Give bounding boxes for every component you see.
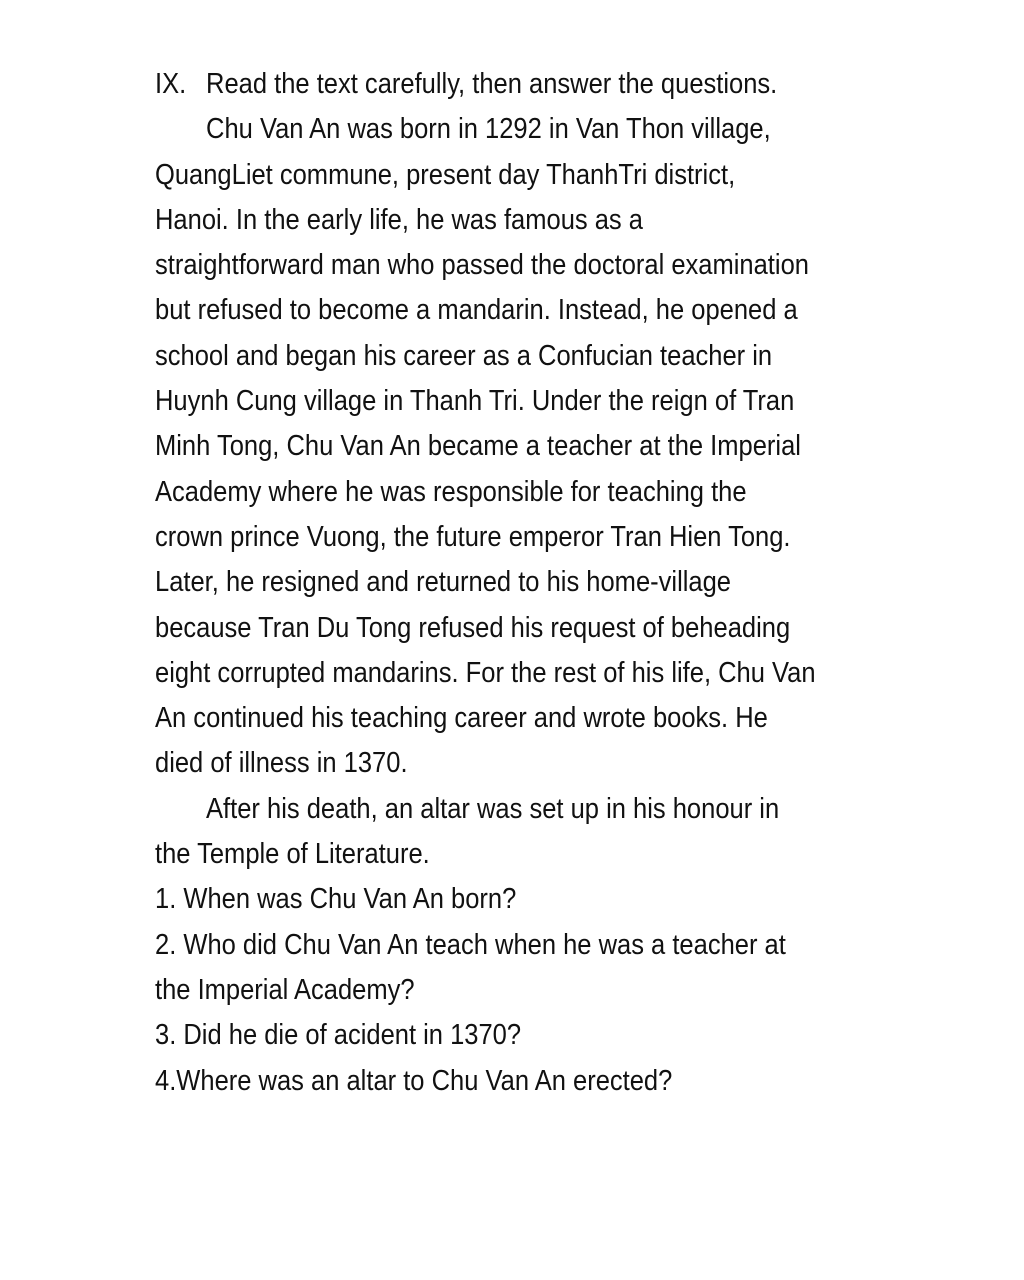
passage-line: died of illness in 1370. — [155, 747, 408, 780]
passage-line: but refused to become a mandarin. Instead, he opened a — [155, 294, 798, 327]
passage-line: Later, he resigned and returned to his home-village — [155, 566, 731, 599]
question-line: 3. Did he die of acident in 1370? — [155, 1019, 522, 1052]
exercise-heading — [155, 62, 915, 107]
question-line: 4.Where was an altar to Chu Van An erected? — [155, 1064, 673, 1097]
passage-line: crown prince Vuong, the future emperor Tran Hien Tong. — [155, 520, 791, 553]
passage-line: Hanoi. In the early life, he was famous as a — [155, 203, 643, 236]
exercise-number: IX. — [155, 68, 187, 100]
passage-line: the Temple of Literature. — [155, 838, 430, 871]
passage-line: Huynh Cung village in Thanh Tri. Under the reign of Tran — [155, 385, 795, 418]
questions-list — [155, 877, 915, 1103]
passage-line: Minh Tong, Chu Van An became a teacher at the Imperial — [155, 430, 801, 463]
passage-line: QuangLiet commune, present day ThanhTri district, — [155, 158, 736, 191]
passage-line: eight corrupted mandarins. For the rest of his life, Chu Van — [155, 656, 816, 689]
passage-line: Chu Van An was born in 1292 in Van Thon village, — [206, 113, 771, 146]
reading-passage — [155, 107, 915, 877]
question-line: the Imperial Academy? — [155, 973, 415, 1006]
passage-line: school and began his career as a Confucian teacher in — [155, 339, 773, 372]
question-line: 1. When was Chu Van An born? — [155, 883, 517, 916]
passage-line: Academy where he was responsible for teaching the — [155, 475, 747, 508]
worksheet-page — [155, 62, 915, 1104]
passage-line: because Tran Du Tong refused his request of beheading — [155, 611, 791, 644]
passage-line: straightforward man who passed the doctoral examination — [155, 249, 809, 282]
question-line: 2. Who did Chu Van An teach when he was a teacher at — [155, 928, 786, 961]
passage-line: An continued his teaching career and wrote books. He — [155, 702, 768, 735]
exercise-instruction: Read the text carefully, then answer the questions. — [206, 68, 778, 100]
passage-line: After his death, an altar was set up in his honour in — [206, 792, 780, 825]
